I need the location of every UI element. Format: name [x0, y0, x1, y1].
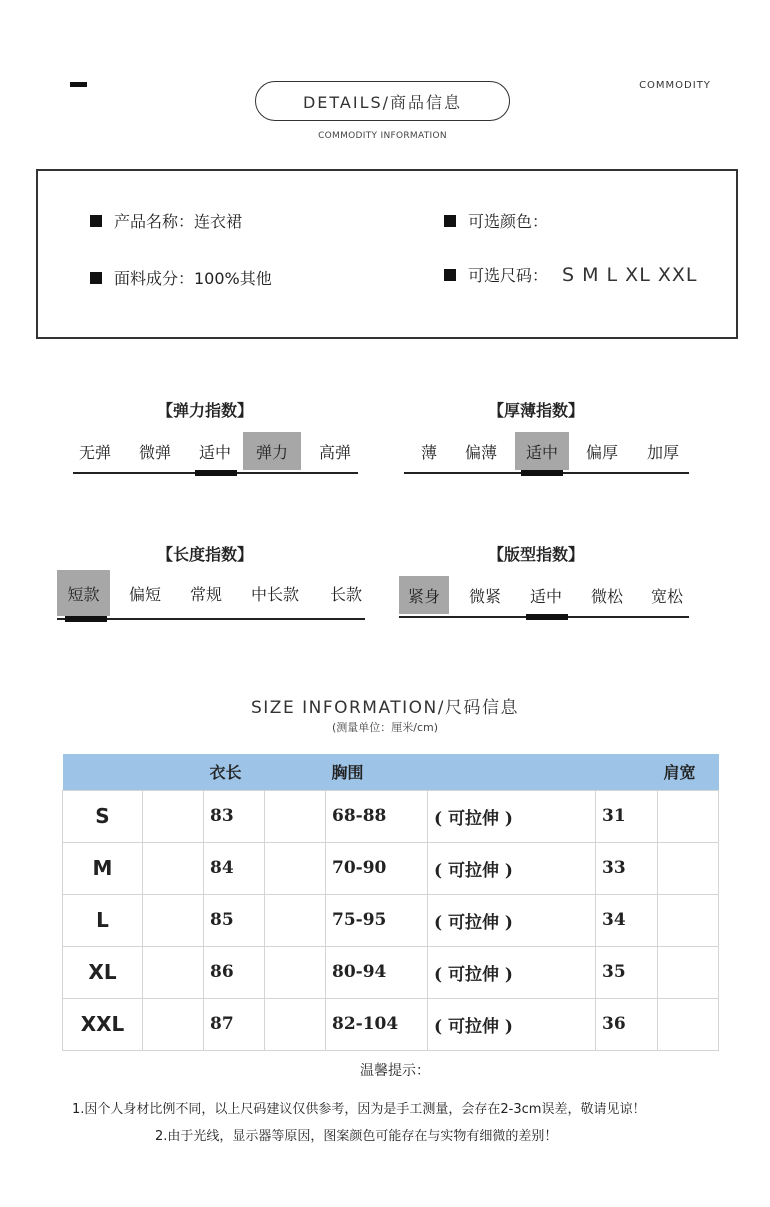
table-cell — [265, 790, 326, 842]
table-cell — [143, 842, 204, 894]
shoulder-cell: 35 — [596, 946, 658, 998]
thickness-index-title: 【厚薄指数】 — [487, 401, 584, 420]
table-row — [63, 842, 719, 894]
elasticity-option: 高弹 — [318, 442, 351, 462]
fabric-item — [90, 266, 272, 289]
fabric-text: 面料成分：100%其他 — [114, 269, 272, 288]
table-header-length: 衣长 — [204, 754, 265, 790]
table-cell — [143, 790, 204, 842]
table-cell — [143, 894, 204, 946]
size-name-cell: M — [63, 842, 143, 894]
product-name-text: 产品名称：连衣裙 — [114, 212, 243, 231]
length-option: 中长款 — [250, 584, 299, 604]
length-cell: 87 — [204, 998, 265, 1050]
length-cell: 85 — [204, 894, 265, 946]
table-cell — [265, 998, 326, 1050]
thickness-index-scale — [404, 432, 689, 476]
size-name-cell: L — [63, 894, 143, 946]
table-cell — [265, 842, 326, 894]
length-cell: 84 — [204, 842, 265, 894]
size-name-cell: S — [63, 790, 143, 842]
table-cell — [658, 998, 719, 1050]
bust-cell: 80-94 — [326, 946, 428, 998]
shoulder-cell: 36 — [596, 998, 658, 1050]
bust-cell: 82-104 — [326, 998, 428, 1050]
scale-marker — [65, 616, 107, 622]
table-cell — [658, 842, 719, 894]
fit-option: 适中 — [529, 586, 562, 606]
shoulder-cell: 33 — [596, 842, 658, 894]
color-label: 可选颜色： — [468, 212, 549, 231]
tips-title: 温馨提示： — [360, 1063, 430, 1079]
bust-cell: 70-90 — [326, 842, 428, 894]
table-row — [63, 946, 719, 998]
size-values: S M L XL XXL — [562, 263, 698, 286]
table-cell — [658, 894, 719, 946]
table-header-cell — [63, 754, 143, 790]
length-index-scale — [57, 570, 365, 622]
stretch-note-cell: ( 可拉伸 ) — [428, 894, 596, 946]
stretch-note-cell: ( 可拉伸 ) — [428, 790, 596, 842]
product-info-box — [36, 169, 738, 339]
length-cell: 83 — [204, 790, 265, 842]
table-row — [63, 998, 719, 1050]
shoulder-cell: 31 — [596, 790, 658, 842]
color-item — [444, 209, 548, 232]
scale-marker — [521, 470, 563, 476]
size-table-header-row — [63, 754, 719, 790]
length-option: 偏短 — [128, 584, 161, 604]
stretch-note-cell: ( 可拉伸 ) — [428, 946, 596, 998]
size-item — [444, 263, 697, 286]
size-name-cell: XL — [63, 946, 143, 998]
thickness-option: 薄 — [420, 442, 437, 462]
bullet-square-icon — [90, 215, 102, 227]
thickness-option: 偏薄 — [464, 442, 497, 462]
table-row — [63, 894, 719, 946]
length-option-selected: 短款 — [57, 570, 110, 616]
elasticity-index-title: 【弹力指数】 — [156, 401, 253, 420]
table-row — [63, 790, 719, 842]
size-name-cell: XXL — [63, 998, 143, 1050]
bust-cell: 68-88 — [326, 790, 428, 842]
elasticity-option-selected: 弹力 — [243, 432, 301, 470]
table-cell — [143, 998, 204, 1050]
shoulder-cell: 34 — [596, 894, 658, 946]
fit-index-title: 【版型指数】 — [487, 545, 584, 564]
bullet-square-icon — [90, 272, 102, 284]
scale-marker — [526, 614, 568, 620]
elasticity-option: 适中 — [198, 442, 231, 462]
page-title: DETAILS/商品信息 — [255, 81, 510, 121]
length-cell: 86 — [204, 946, 265, 998]
size-unit-note: (测量单位：厘米/cm) — [331, 721, 439, 734]
size-table — [62, 754, 719, 1051]
table-cell — [143, 946, 204, 998]
table-header-cell — [428, 754, 596, 790]
product-name-item — [90, 209, 242, 232]
tip-line-1: 1.因个人身材比例不同，以上尺码建议仅供参考，因为是手工测量，会存在2-3cm误差，敬请见谅！ — [72, 1102, 646, 1117]
length-option: 常规 — [189, 584, 222, 604]
table-header-shoulder: 肩宽 — [658, 754, 719, 790]
elasticity-option: 无弹 — [78, 442, 111, 462]
size-label: 可选尺码： — [468, 266, 549, 285]
thickness-option-selected: 适中 — [515, 432, 569, 470]
elasticity-option: 微弹 — [138, 442, 171, 462]
tip-line-2: 2.由于光线，显示器等原因，图案颜色可能存在与实物有细微的差别！ — [155, 1129, 558, 1144]
length-index-title: 【长度指数】 — [156, 545, 253, 564]
table-header-bust: 胸围 — [326, 754, 428, 790]
table-header-cell — [596, 754, 658, 790]
bust-cell: 75-95 — [326, 894, 428, 946]
bullet-square-icon — [444, 215, 456, 227]
page-subtitle: COMMODITY INFORMATION — [318, 131, 447, 141]
thickness-option: 偏厚 — [585, 442, 618, 462]
bullet-square-icon — [444, 269, 456, 281]
thickness-option: 加厚 — [646, 442, 679, 462]
fit-option: 宽松 — [650, 586, 683, 606]
elasticity-index-scale — [73, 432, 358, 476]
fit-option: 微松 — [590, 586, 623, 606]
stretch-note-cell: ( 可拉伸 ) — [428, 842, 596, 894]
table-header-cell — [143, 754, 204, 790]
size-section-title: SIZE INFORMATION/尺码信息 — [251, 698, 519, 718]
length-option: 长款 — [329, 584, 362, 604]
fit-option: 微紧 — [468, 586, 501, 606]
corner-label: COMMODITY — [639, 80, 711, 91]
table-header-cell — [265, 754, 326, 790]
table-cell — [265, 894, 326, 946]
table-cell — [658, 946, 719, 998]
scale-marker — [195, 470, 237, 476]
fit-index-scale — [399, 576, 689, 620]
table-cell — [265, 946, 326, 998]
stretch-note-cell: ( 可拉伸 ) — [428, 998, 596, 1050]
decorative-dash — [70, 82, 87, 87]
table-cell — [658, 790, 719, 842]
fit-option-selected: 紧身 — [399, 576, 449, 614]
